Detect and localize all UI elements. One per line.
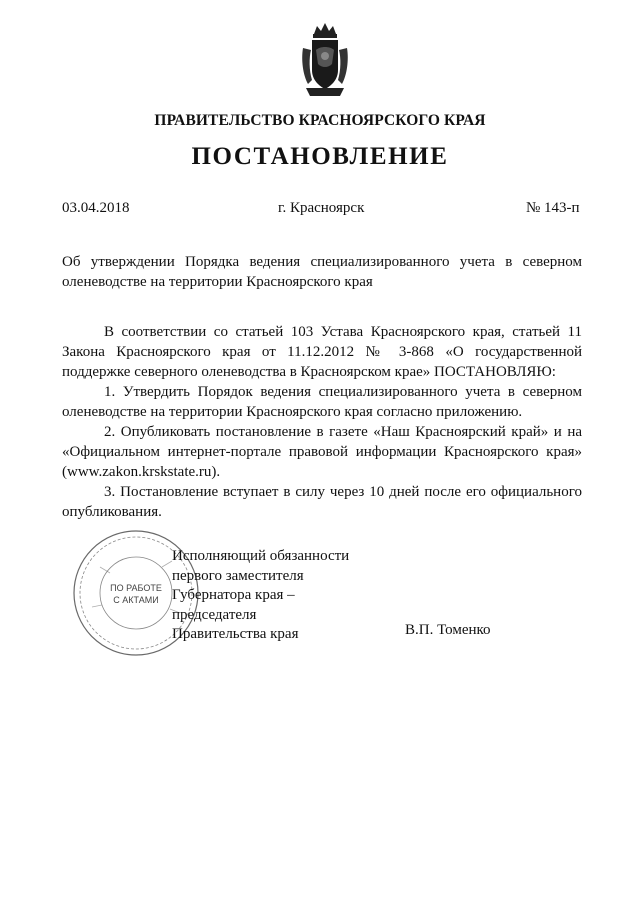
signature-title-block (172, 547, 349, 645)
stamp-inner-line-2: С АКТАМИ (113, 595, 159, 605)
item-1-paragraph: 1. Утвердить Порядок ведения специализированного учета в северном оленеводстве на территории Красноярского края согласно приложению. (62, 384, 582, 420)
item-2-paragraph: 2. Опубликовать постановление в газете «Наш Красноярский край» и на «Официальном интернет-портале правовой информации Красноярского края» (www.zakon.krskstate.ru). (62, 424, 582, 480)
document-body (62, 322, 582, 522)
signer-name: В.П. Томенко (405, 622, 491, 638)
organization-title: ПРАВИТЕЛЬСТВО КРАСНОЯРСКОГО КРАЯ (154, 112, 486, 129)
item-3-paragraph: 3. Постановление вступает в силу через 10 дней после его официального опубликования. (62, 484, 582, 520)
document-date: 03.04.2018 (62, 200, 130, 216)
document-type-title: ПОСТАНОВЛЕНИЕ (191, 143, 449, 170)
signature-line-2: первого заместителя (172, 567, 304, 584)
signature-line-1: Исполняющий обязанности (172, 548, 350, 564)
signature-line-3: Губернатора края – (172, 587, 295, 603)
document-city: г. Красноярск (278, 200, 365, 216)
signature-line-5: Правительства края (172, 626, 299, 642)
preamble-paragraph: В соответствии со статьей 103 Устава Красноярского края, статьей 11 Закона Красноярского края от 11.12.2012 № 3-868 «О государственной поддержке северного оленеводства в Красноярском крае» ПОСТАНОВЛЯЮ: (62, 324, 582, 380)
signature-line-4: председателя (172, 606, 257, 623)
document-number: № 143-п (526, 200, 580, 216)
document-subject: Об утверждении Порядка ведения специализированного учета в северном оленеводстве на территории Красноярского края (62, 254, 582, 290)
coat-of-arms-icon (300, 20, 350, 100)
stamp-inner-line-1: ПО РАБОТЕ (110, 583, 162, 593)
